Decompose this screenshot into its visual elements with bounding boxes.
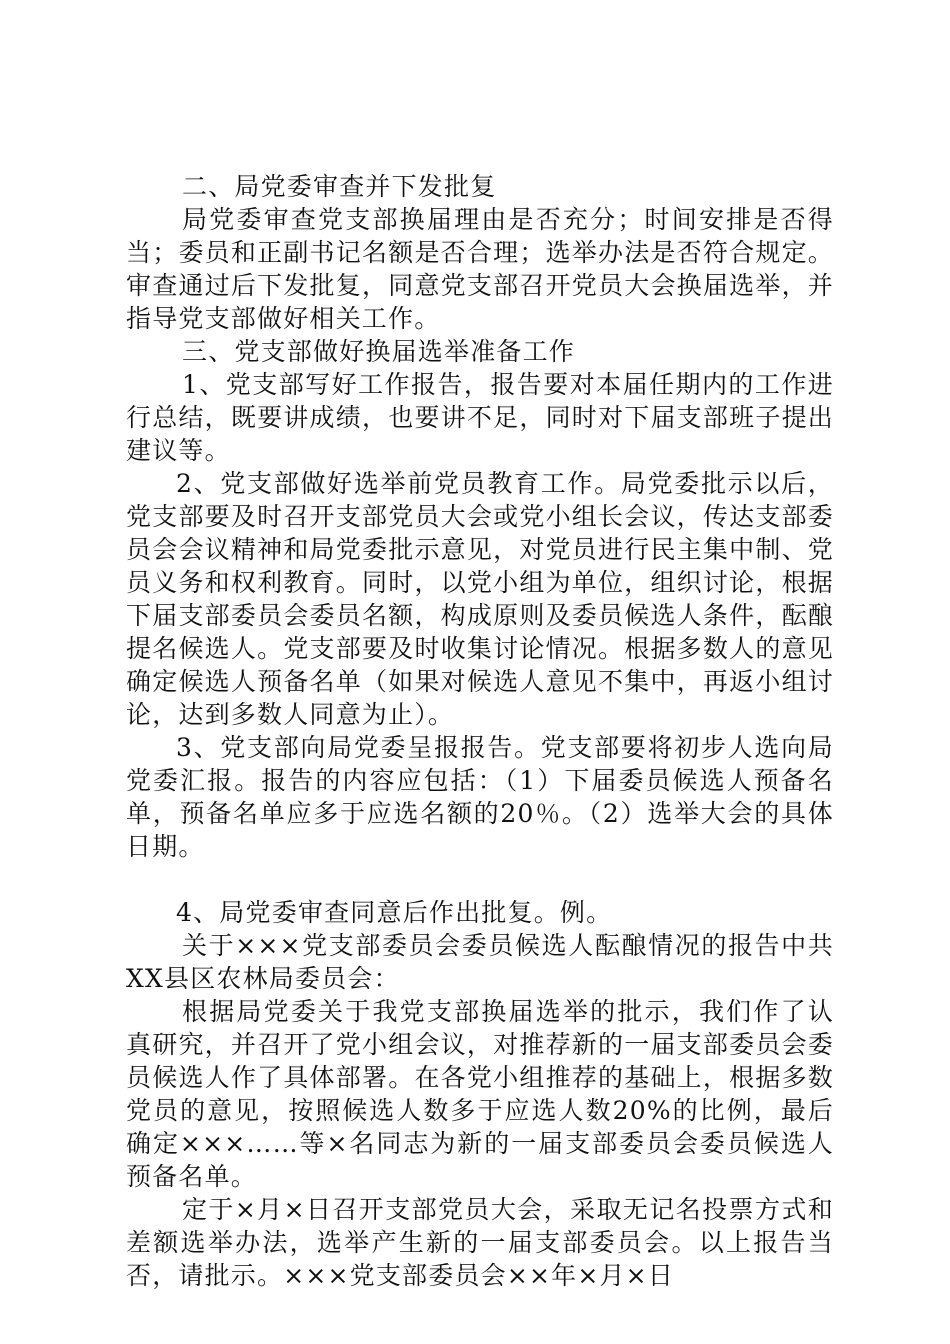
paragraph-spacer bbox=[126, 863, 834, 896]
report-title: 关于×××党支部委员会委员候选人酝酿情况的报告中共XX县区农林局委员会： bbox=[126, 931, 834, 993]
report-body: 根据局党委关于我党支部换届选举的批示，我们作了认真研究，并召开了党小组会议，对推荐新的一届支部委员会委员候选人作了具体部署。在各党小组推荐的基础上，根据多数党员的意见，按照候选人数多于应选人数20%的比例，最后确定×××……等×名同志为新的一届支部委员会委员候选人预备名单。 bbox=[126, 997, 834, 1191]
paragraph-item-4: 4、局党委审查同意后作出批复。例。 bbox=[176, 898, 613, 927]
paragraph-item-3: 3、党支部向局党委呈报报告。党支部要将初步人选向局党委汇报。报告的内容应包括：（1）下届委员候选人预备名单，预备名单应多于应选名额的20％。（2）选举大会的具体日期。 bbox=[126, 733, 834, 861]
paragraph-review: 局党委审查党支部换届理由是否充分；时间安排是否得当；委员和正副书记名额是否合理；选举办法是否符合规定。审查通过后下发批复，同意党支部召开党员大会换届选举，并指导党支部做好相关工作。 bbox=[126, 205, 834, 333]
paragraph-item-1: 1、党支部写好工作报告，报告要对本届任期内的工作进行总结，既要讲成绩，也要讲不足，同时对下届支部班子提出建议等。 bbox=[126, 370, 834, 465]
paragraph-item-2: 2、党支部做好选举前党员教育工作。局党委批示以后，党支部要及时召开支部党员大会或党小组长会议，传达支部委员会会议精神和局党委批示意见，对党员进行民主集中制、党员义务和权利教育。同时，以党小组为单位，组织讨论，根据下届支部委员会委员名额，构成原则及委员候选人条件，酝酿提名候选人。党支部要及时收集讨论情况。根据多数人的意见确定候选人预备名单（如果对候选人意见不集中，再返小组讨论，达到多数人同意为止）。 bbox=[126, 469, 834, 729]
report-closing: 定于×月×日召开支部党员大会，采取无记名投票方式和差额选举办法，选举产生新的一届支部委员会。以上报告当否，请批示。×××党支部委员会××年×月×日 bbox=[126, 1195, 834, 1290]
document-body bbox=[126, 170, 834, 1292]
section-heading-3: 三、党支部做好换届选举准备工作 bbox=[182, 337, 576, 366]
section-heading-2: 二、局党委审查并下发批复 bbox=[182, 172, 497, 201]
